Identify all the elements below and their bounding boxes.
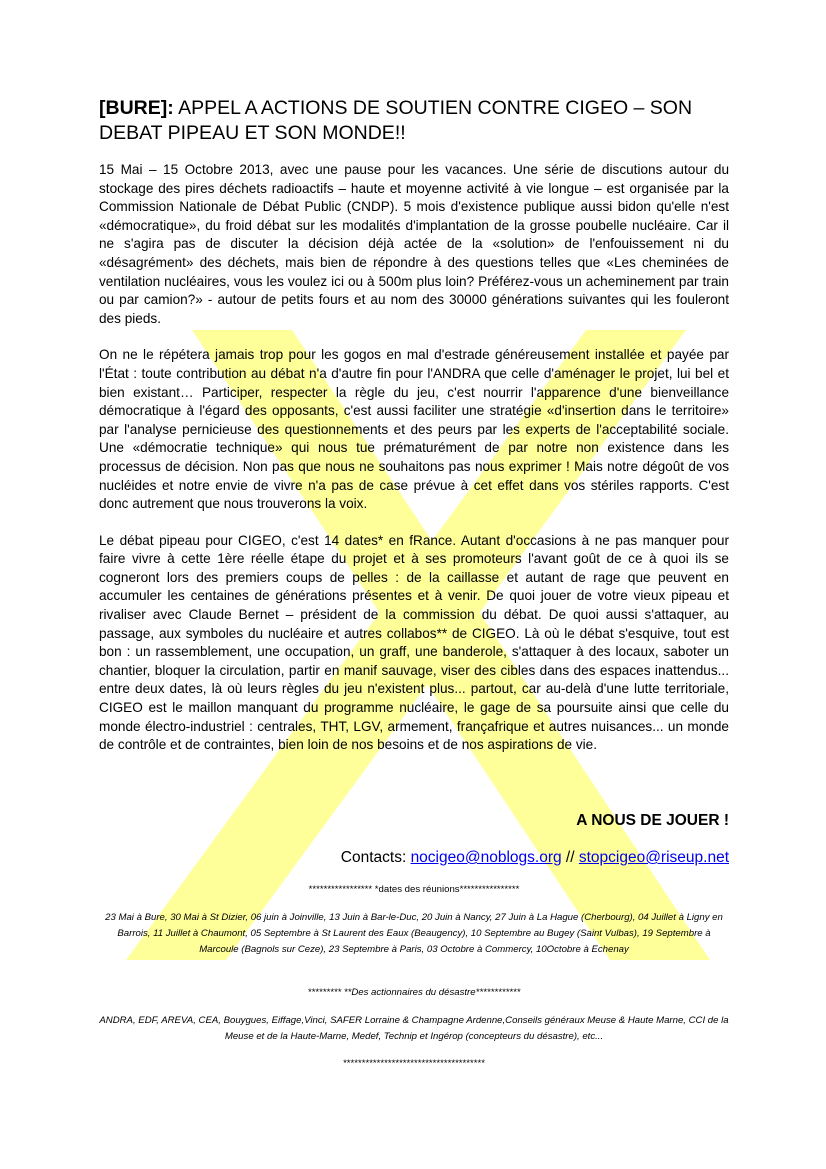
contacts-label: Contacts: (340, 849, 411, 866)
paragraph-call: Le débat pipeau pour CIGEO, c'est 14 dates* en fRance. Autant d'occasions à ne pas manquer pour faire vivre à cette 1ère réelle étape du projet et à ses promoteurs l'avant goût de ce à quoi ils se cogneront lors des premiers coups de pelles : de la caillasse et autant de rage que peuvent en accumuler les centaines de générations présentes et à venir. De quoi jouer de votre vieux pipeau et rivaliser avec Claude Bernet – président de la commission du débat. De quoi aussi s'attaquer, au passage, aux symboles du nucléaire et autres collabos** de CIGEO. Là où le débat s'esquive, tout est bon : un rassemblement, une occupation, un graff, une banderole, s'attaquer à des locaux, saboter un chantier, bloquer la circulation, partir en manif sauvage, viser des cibles dans des espaces inattendus... entre deux dates, là où leurs règles du jeu n'existent plus... partout, car au-delà d'une lutte territoriale, CIGEO est le maillon manquant du programme nucléaire, le gage de sa poursuite ainsi que celle du monde électro-industriel : centrales, THT, LGV, armement, françafrique et autres nuisances... un monde de contrôle et de contraintes, bien loin de nos besoins et de nos aspirations de vie. (99, 532, 729, 753)
dates-heading: ***************** *dates des réunions**************** (308, 884, 520, 895)
dates-list: 23 Mai à Bure, 30 Mai à St Dizier, 06 juin à Joinville, 13 Juin à Bar-le-Duc, 20 Juin à Nancy, 27 Juin à La Hague (Cherbourg), 04 Juillet à Ligny en Barrois, 11 Juillet à Chaumont, 05 Septembre à St Laurent des Eaux (Beaugency), 10 Septembre au Bugey (Saint Vulbas), 19 Septembre à Marcoule (Bagnols sur Ceze), 23 Septembre à Paris, 03 Octobre à Commercy, 10Octobre à Echenay (105, 912, 723, 955)
closing-stars: ************************************** (343, 1058, 485, 1069)
paragraph-argument: On ne le répétera jamais trop pour les gogos en mal d'estrade généreusement installée et payée par l'État : toute contribution au débat n'a d'autre fin pour l'ANDRA que celle d'aménager le projet, lui bel et bien existant… Participer, respecter la règle du jeu, c'est nourrir l'apparence d'une bienveillance démocratique à l'égard des opposants, c'est aussi faciliter une stratégie «d'insertion dans le territoire» par l'analyse pernicieuse des questionnements et des peurs par les experts de l'acceptabilité sociale. Une «démocratie technique» qui nous tue prématurément de par notre non existence dans les processus de décision. Non pas que nous ne souhaitons pas nous exprimer ! Mais notre dégoût de vos nucléides et notre envie de vivre n'a pas de case prévue à cet effet dans vos stériles rapports. C'est donc autrement que nous trouverons la voix. (99, 347, 729, 512)
document-title (99, 96, 729, 146)
contacts-separator: // (561, 849, 579, 866)
contacts-line (341, 849, 729, 867)
title-text: APPEL A ACTIONS DE SOUTIEN CONTRE CIGEO – SON DEBAT PIPEAU ET SON MONDE!! (99, 97, 693, 144)
email-link-stopcigeo[interactable]: stopcigeo@riseup.net (578, 849, 729, 866)
call-to-action: A NOUS DE JOUER ! (576, 812, 729, 829)
document-body (99, 161, 729, 773)
actionnaires-heading: ********* **Des actionnaires du désastre************ (307, 987, 521, 998)
title-tag: [BURE]: (99, 97, 174, 119)
email-link-nocigeo[interactable]: nocigeo@noblogs.org (410, 849, 562, 866)
paragraph-intro: 15 Mai – 15 Octobre 2013, avec une pause pour les vacances. Une série de discutions autour du stockage des pires déchets radioactifs – haute et moyenne activité à vie longue – est organisée par la Commission Nationale de Débat Public (CNDP). 5 mois d'existence publique aussi bidon qu'elle n'est «démocratique», du froid débat sur les modalités d'implantation de la grosse poubelle nucléaire. Car il ne s'agira pas de discuter la décision déjà actée de la «solution» de l'enfouissement ni du «désagrément» des déchets, mais bien de répondre à des questions telles que «Les cheminées de ventilation nucléaires, vous les voulez ici ou à 500m plus loin? Préférez-vous un acheminement par train ou par camion?» - autour de petits fours et au nom des 30000 générations suivantes qui les fouleront des pieds. (99, 162, 729, 326)
actionnaires-list: ANDRA, EDF, AREVA, CEA, Bouygues, Eiffage,Vinci, SAFER Lorraine & Champagne Ardenne,Conseils généraux Meuse & Haute Marne, CCI de la Meuse et de la Haute-Marne, Medef, Technip et Ingérop (concepteurs du désastre), etc... (99, 1015, 729, 1042)
